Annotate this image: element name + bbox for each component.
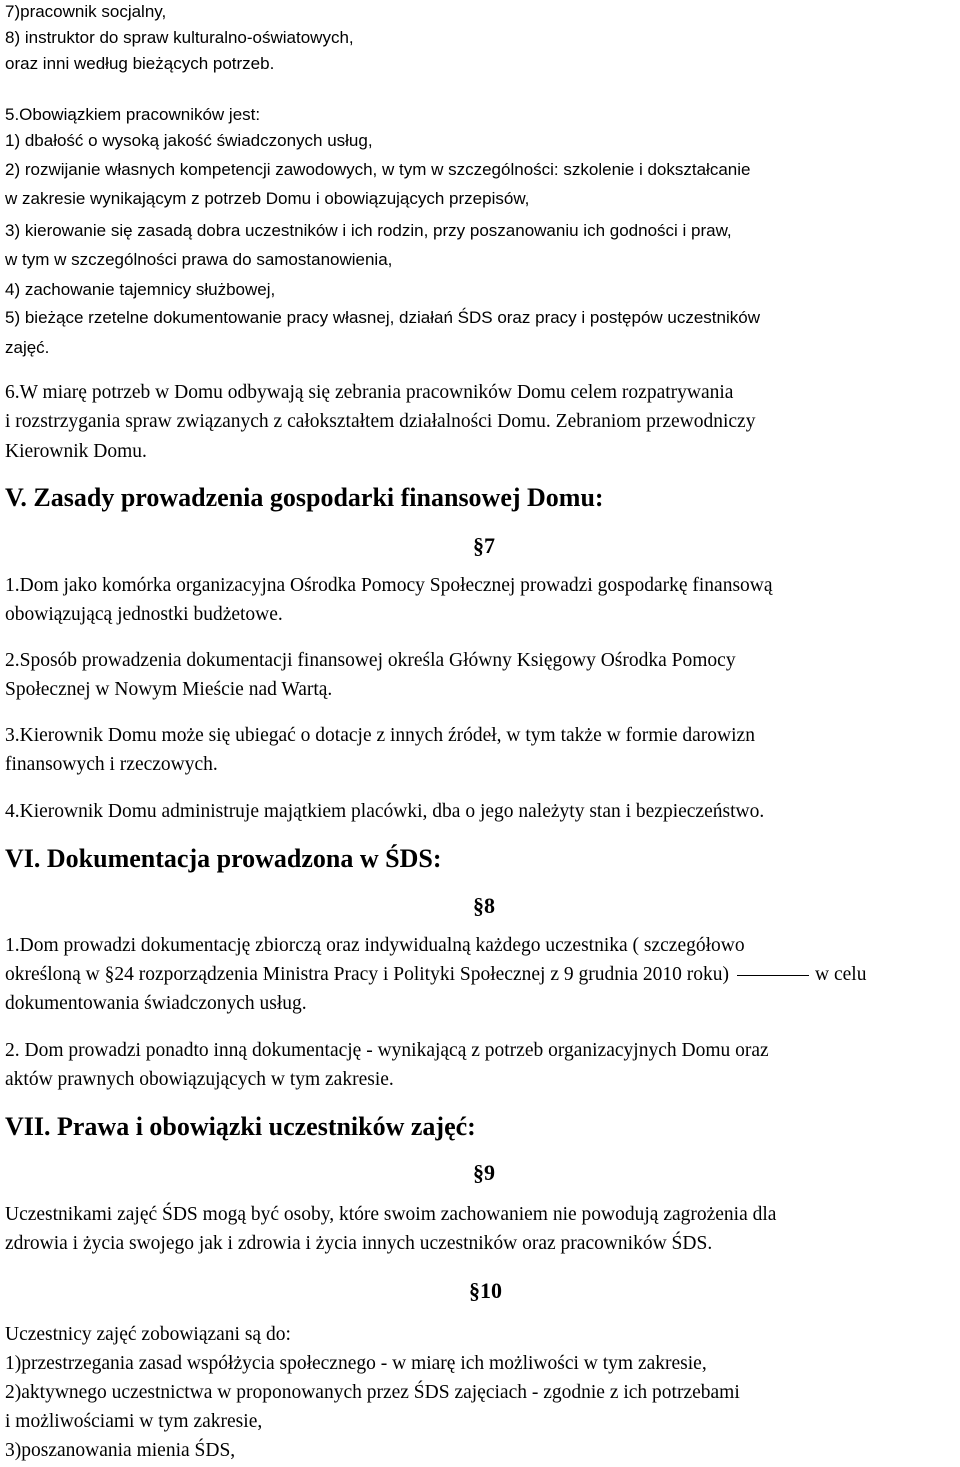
text-line: zajęć. (5, 338, 50, 357)
text-line: i możliwościami w tym zakresie, (5, 1411, 263, 1432)
text-line: 2.Sposób prowadzenia dokumentacji finansowej określa Główny Księgowy Ośrodka Pomocy (5, 650, 736, 671)
text-line: oraz inni według bieżących potrzeb. (5, 54, 275, 73)
text-line: Społecznej w Nowym Mieście nad Wartą. (5, 679, 333, 700)
text-line: finansowych i rzeczowych. (5, 754, 218, 775)
text-line: 8) instruktor do spraw kulturalno-oświatowych, (5, 28, 354, 47)
text-line: 3) kierowanie się zasadą dobra uczestników i ich rodzin, przy poszanowaniu ich godności i praw, (5, 221, 732, 240)
section-heading: V. Zasady prowadzenia gospodarki finansowej Domu: (5, 483, 604, 512)
text-line: 2) rozwijanie własnych kompetencji zawodowych, w tym w szczególności: szkolenie i dokształcanie (5, 160, 751, 179)
text-line: 5.Obowiązkiem pracowników jest: (5, 105, 261, 124)
text-line: 1.Dom jako komórka organizacyjna Ośrodka Pomocy Społecznej prowadzi gospodarkę finansową (5, 575, 773, 596)
text-line: aktów prawnych obowiązujących w tym zakresie. (5, 1069, 394, 1090)
section-heading: VII. Prawa i obowiązki uczestników zajęć: (5, 1112, 476, 1141)
text-fragment: w celu (815, 964, 867, 985)
section-heading: VI. Dokumentacja prowadzona w ŚDS: (5, 844, 442, 873)
text-line: Kierownik Domu. (5, 441, 147, 462)
text-line: w zakresie wynikającym z potrzeb Domu i obowiązujących przepisów, (5, 189, 530, 208)
text-line: Uczestnicy zajęć zobowiązani są do: (5, 1324, 291, 1345)
text-line: 2)aktywnego uczestnictwa w proponowanych przez ŚDS zajęciach - zgodnie z ich potrzebami (5, 1382, 740, 1403)
paragraph-marker: §8 (473, 893, 495, 918)
text-line: obowiązującą jednostki budżetowe. (5, 604, 283, 625)
text-line: 5) bieżące rzetelne dokumentowanie pracy własnej, działań ŚDS oraz pracy i postępów uczestników (5, 308, 760, 327)
text-line: zdrowia i życia swojego jak i zdrowia i życia innych uczestników oraz pracowników ŚDS. (5, 1233, 713, 1254)
text-line: 1)przestrzegania zasad współżycia społecznego - w miarę ich możliwości w tym zakresie, (5, 1353, 707, 1374)
paragraph-marker: §9 (473, 1160, 495, 1185)
text-line: 4.Kierownik Domu administruje majątkiem placówki, dba o jego należyty stan i bezpieczeństwo. (5, 801, 765, 822)
text-fragment: określoną w §24 rozporządzenia Ministra Pracy i Polityki Społecznej z 9 grudnia 2010 roku) (5, 964, 730, 985)
text-line: Uczestnikami zajęć ŚDS mogą być osoby, które swoim zachowaniem nie powodują zagrożenia dla (5, 1204, 777, 1225)
text-line: 4) zachowanie tajemnicy służbowej, (5, 280, 276, 299)
text-line: dokumentowania świadczonych usług. (5, 993, 307, 1014)
text-line: 1) dbałość o wysoką jakość świadczonych usług, (5, 131, 373, 150)
text-line: i rozstrzygania spraw związanych z całokształtem działalności Domu. Zebraniom przewodniczy (5, 411, 756, 432)
text-line: 3)poszanowania mienia ŚDS, (5, 1440, 236, 1461)
paragraph-marker: §7 (473, 533, 495, 558)
paragraph-marker: §10 (469, 1278, 502, 1303)
text-line: 1.Dom prowadzi dokumentację zbiorczą oraz indywidualną każdego uczestnika ( szczegółowo (5, 935, 745, 956)
text-line: 3.Kierownik Domu może się ubiegać o dotacje z innych źródeł, w tym także w formie darowizn (5, 725, 755, 746)
text-line: 7)pracownik socjalny, (5, 2, 167, 21)
text-line: 2. Dom prowadzi ponadto inną dokumentację - wynikającą z potrzeb organizacyjnych Domu oraz (5, 1040, 769, 1061)
text-line: 6.W miarę potrzeb w Domu odbywają się zebrania pracowników Domu celem rozpatrywania (5, 382, 734, 403)
text-line (5, 963, 866, 987)
text-line: w tym w szczególności prawa do samostanowienia, (5, 250, 393, 269)
dash-rule (737, 975, 809, 977)
